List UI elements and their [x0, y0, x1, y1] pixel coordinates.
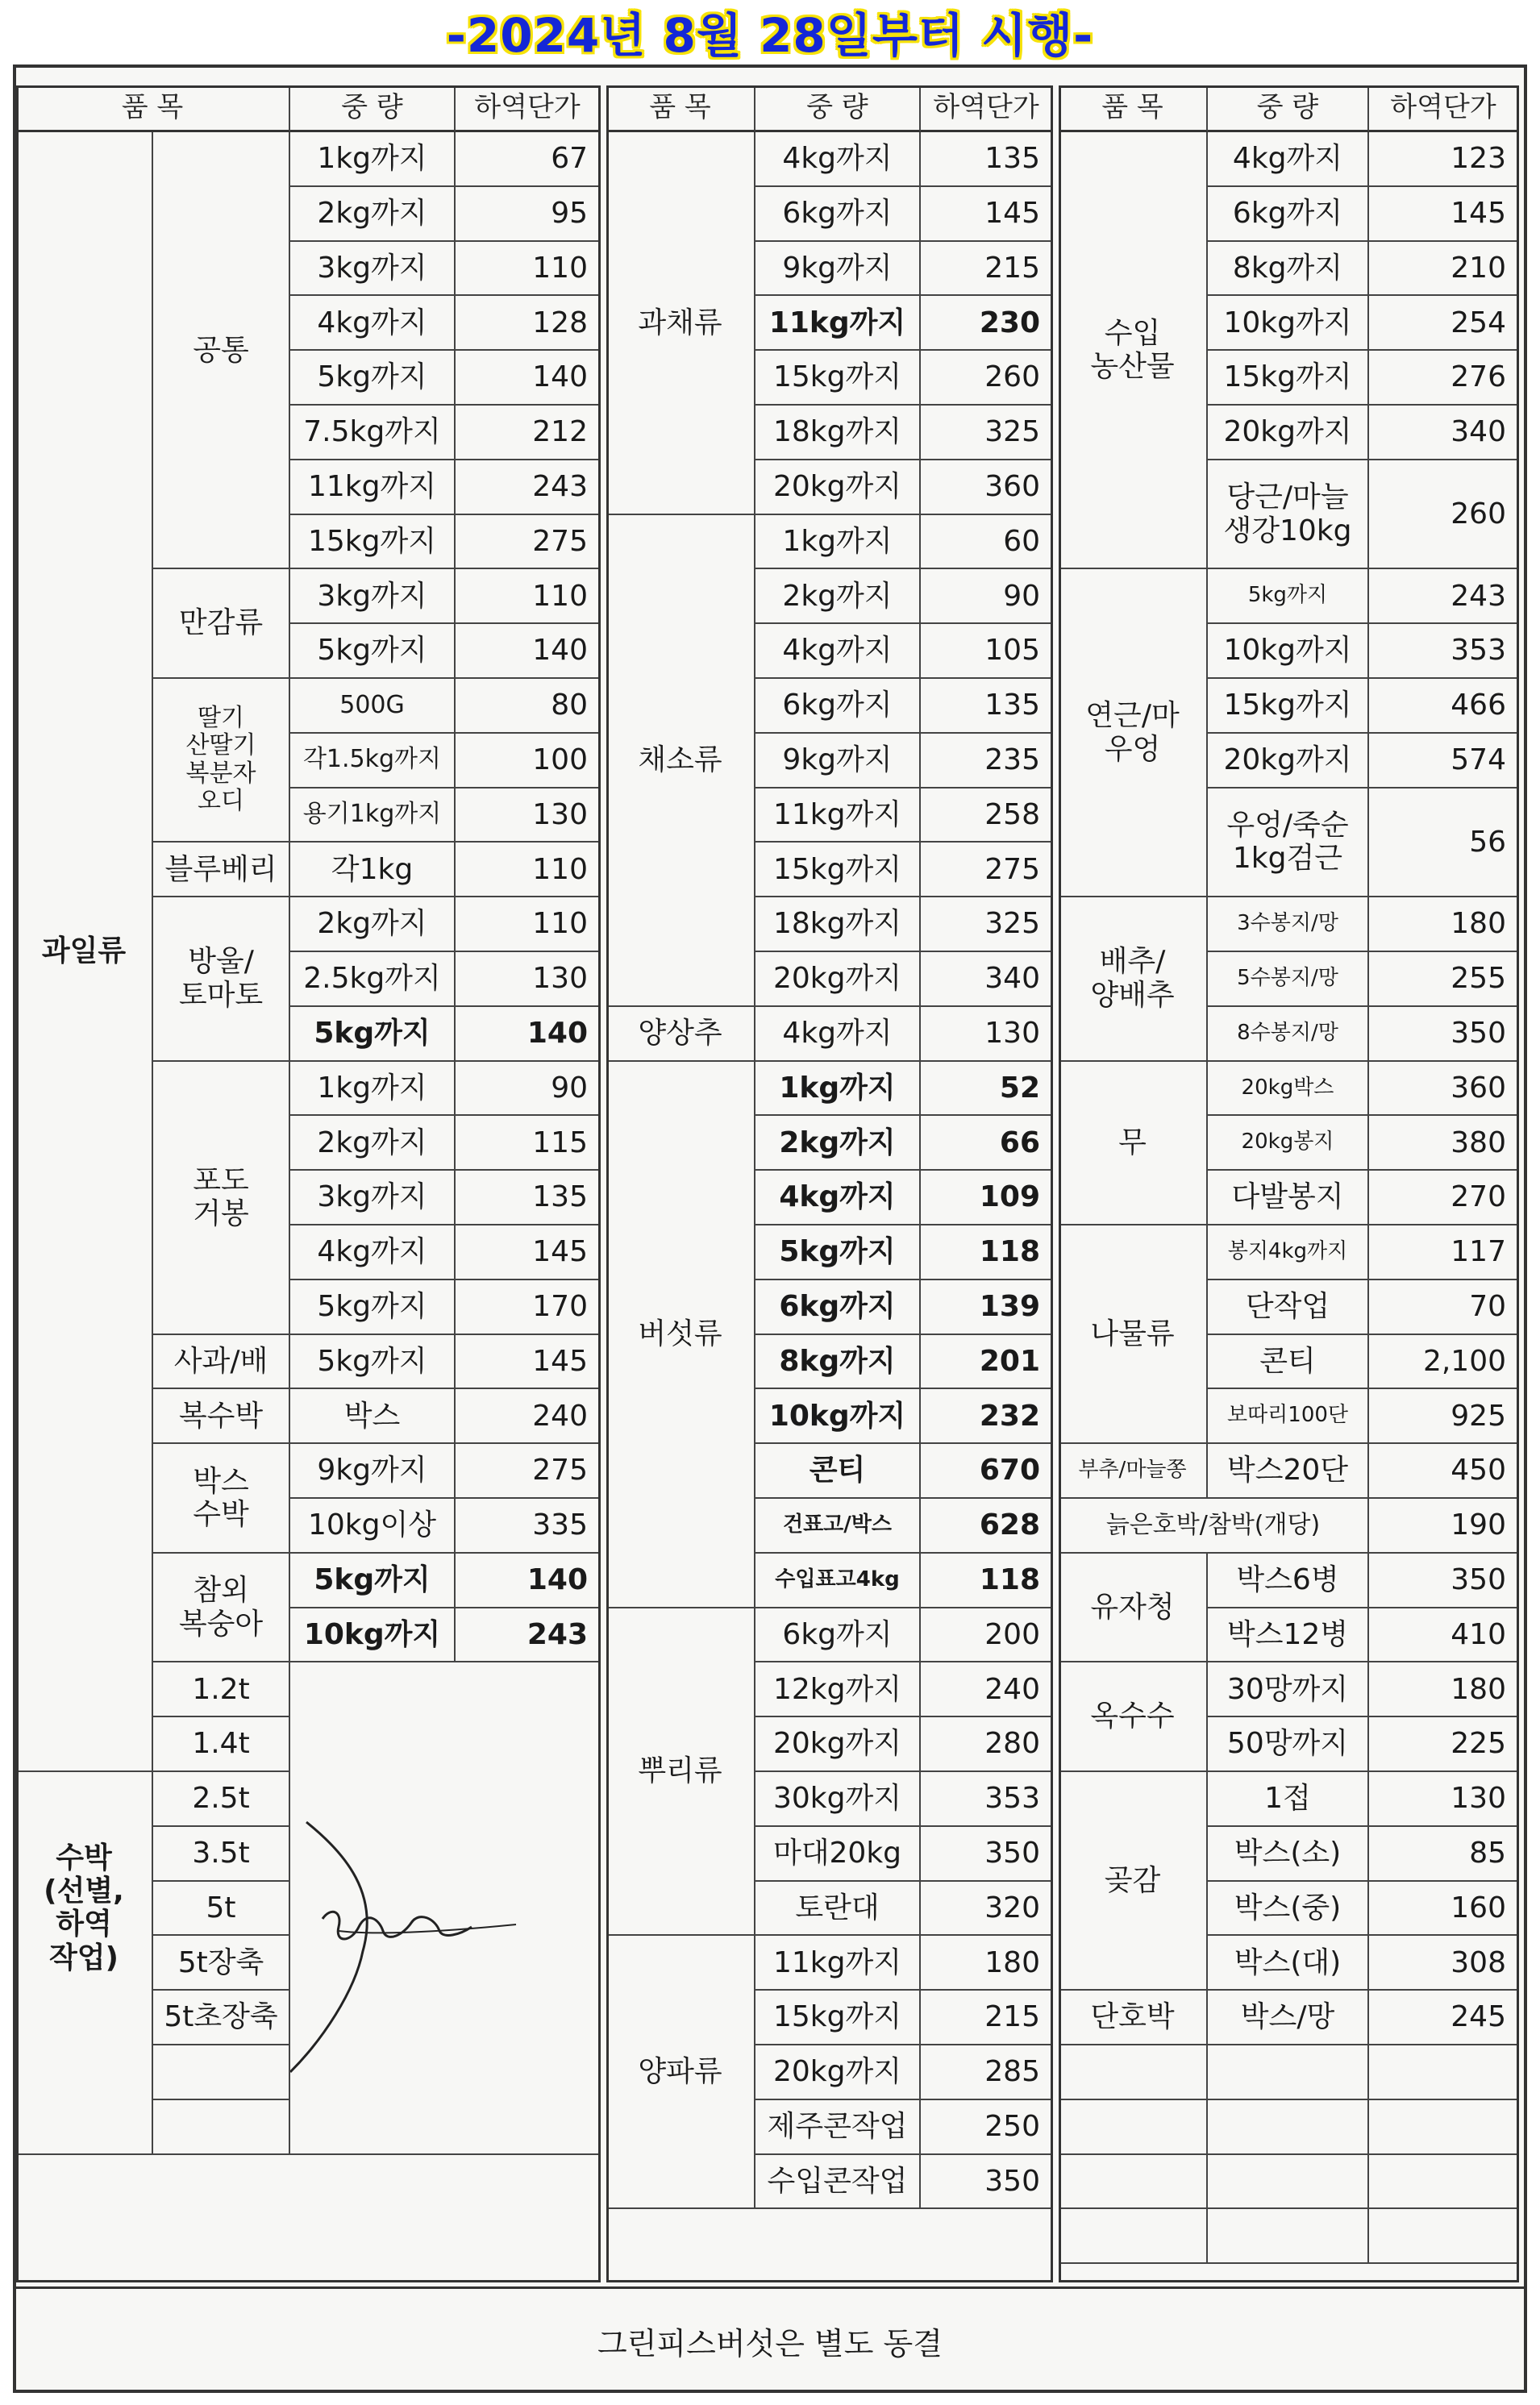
- header-price-2: 하역단가: [921, 85, 1053, 132]
- weight-cell: 3kg까지: [290, 1171, 456, 1225]
- item-blueberry: 블루베리: [153, 843, 290, 897]
- tonnage-cell: 5t: [153, 1882, 290, 1937]
- price-cell: 56: [1369, 788, 1519, 898]
- weight-cell: 6kg까지: [755, 187, 921, 242]
- weight-cell: 2kg까지: [290, 187, 456, 242]
- price-cell: 2,100: [1369, 1335, 1519, 1390]
- weight-cell: 20kg까지: [755, 2045, 921, 2100]
- weight-cell: 5kg까지: [1208, 569, 1369, 624]
- price-cell: 350: [921, 2155, 1053, 2210]
- weight-cell: 4kg까지: [755, 132, 921, 187]
- item-gongtong: 공통: [153, 132, 290, 569]
- item-mangam: 만감류: [153, 569, 290, 679]
- header-item-1: 품 목: [16, 85, 290, 132]
- weight-cell: 12kg까지: [755, 1662, 921, 1717]
- price-cell: 240: [921, 1662, 1053, 1717]
- price-cell: 85: [1369, 1827, 1519, 1882]
- item-chaeso: 채소류: [606, 515, 755, 1007]
- price-cell: 67: [456, 132, 601, 187]
- price-cell: 280: [921, 1717, 1053, 1772]
- weight-cell: 2kg까지: [755, 569, 921, 624]
- price-cell: 105: [921, 624, 1053, 679]
- price-cell: 574: [1369, 734, 1519, 788]
- weight-cell: 콘티: [1208, 1335, 1369, 1390]
- category-fruit: 과일류: [16, 132, 153, 1772]
- price-cell: 118: [921, 1554, 1053, 1608]
- weight-cell: 박스6병: [1208, 1554, 1369, 1608]
- weight-cell: 수입표고4kg: [755, 1554, 921, 1608]
- weight-cell: 18kg까지: [755, 897, 921, 952]
- item-boxsubak: 박스 수박: [153, 1444, 290, 1554]
- price-cell: 210: [1369, 242, 1519, 297]
- item-gotgam: 곶감: [1059, 1772, 1208, 1991]
- weight-cell: 보따리100단: [1208, 1389, 1369, 1444]
- price-cell: 350: [921, 1827, 1053, 1882]
- weight-cell: 6kg까지: [755, 679, 921, 734]
- price-cell: 340: [921, 952, 1053, 1007]
- price-cell: 135: [921, 679, 1053, 734]
- weight-cell: 각1.5kg까지: [290, 734, 456, 788]
- weight-cell: 15kg까지: [1208, 679, 1369, 734]
- weight-cell: 박스(대): [1208, 1936, 1369, 1991]
- weight-cell: 15kg까지: [290, 515, 456, 570]
- item-danhobak: 단호박: [1059, 1991, 1208, 2045]
- weight-cell: 10kg까지: [1208, 624, 1369, 679]
- weight-cell: 1kg까지: [290, 1062, 456, 1117]
- price-cell: 350: [1369, 1554, 1519, 1608]
- weight-cell: 5kg까지: [290, 1335, 456, 1390]
- price-cell: 628: [921, 1499, 1053, 1554]
- price-cell: 353: [921, 1772, 1053, 1827]
- weight-cell: 8수봉지/망: [1208, 1007, 1369, 1062]
- price-cell: 258: [921, 788, 1053, 843]
- price-cell: 275: [456, 515, 601, 570]
- price-cell: 240: [456, 1389, 601, 1444]
- item-buchu: 부추/마늘쫑: [1059, 1444, 1208, 1499]
- price-cell: 90: [921, 569, 1053, 624]
- price-cell: 130: [456, 952, 601, 1007]
- weight-cell: 7.5kg까지: [290, 406, 456, 460]
- item-cabbage: 배추/ 양배추: [1059, 897, 1208, 1061]
- price-cell: 275: [921, 843, 1053, 897]
- price-cell: 232: [921, 1389, 1053, 1444]
- item-chamoe: 참외 복숭아: [153, 1554, 290, 1663]
- price-cell: 243: [1369, 569, 1519, 624]
- price-cell: 110: [456, 843, 601, 897]
- item-onion: 양파류: [606, 1936, 755, 2209]
- weight-cell: 박스20단: [1208, 1444, 1369, 1499]
- weight-cell: 20kg까지: [755, 1717, 921, 1772]
- price-cell: 110: [456, 569, 601, 624]
- weight-cell: 박스(소): [1208, 1827, 1369, 1882]
- item-mushroom: 버섯류: [606, 1062, 755, 1608]
- weight-cell: 15kg까지: [1208, 351, 1369, 406]
- weight-cell: 건표고/박스: [755, 1499, 921, 1554]
- weight-cell: 11kg까지: [755, 296, 921, 351]
- price-cell: 117: [1369, 1225, 1519, 1280]
- header-item-2: 품 목: [606, 85, 755, 132]
- weight-cell: 박스(중): [1208, 1882, 1369, 1937]
- price-cell: 235: [921, 734, 1053, 788]
- price-cell: 145: [456, 1335, 601, 1390]
- price-cell: 225: [1369, 1717, 1519, 1772]
- price-cell: 243: [456, 1608, 601, 1663]
- weight-cell: 500G: [290, 679, 456, 734]
- weight-cell: 10kg이상: [290, 1499, 456, 1554]
- weight-cell: 20kg봉지: [1208, 1116, 1369, 1171]
- price-cell: 340: [1369, 406, 1519, 460]
- weight-cell: 18kg까지: [755, 406, 921, 460]
- category-watermelon: 수박 (선별, 하역 작업): [16, 1662, 153, 2154]
- weight-cell: 각1kg: [290, 843, 456, 897]
- table-section-3: [1059, 85, 1519, 2282]
- weight-cell: 30망까지: [1208, 1662, 1369, 1717]
- tonnage-cell: 1.4t: [153, 1717, 290, 1772]
- weight-cell: 15kg까지: [755, 351, 921, 406]
- weight-cell: 20kg까지: [1208, 406, 1369, 460]
- price-cell: 353: [1369, 624, 1519, 679]
- price-cell: 140: [456, 1554, 601, 1608]
- weight-cell: 8kg까지: [1208, 242, 1369, 297]
- tonnage-cell: 2.5t: [153, 1772, 290, 1827]
- weight-cell: 1접: [1208, 1772, 1369, 1827]
- weight-cell: 9kg까지: [755, 734, 921, 788]
- price-cell: 320: [921, 1882, 1053, 1937]
- price-cell: 670: [921, 1444, 1053, 1499]
- price-cell: 250: [921, 2100, 1053, 2155]
- price-cell: 201: [921, 1335, 1053, 1390]
- tonnage-cell: 3.5t: [153, 1827, 290, 1882]
- weight-cell: 3kg까지: [290, 242, 456, 297]
- price-cell: 130: [1369, 1772, 1519, 1827]
- price-cell: 260: [921, 351, 1053, 406]
- weight-cell: 6kg까지: [1208, 187, 1369, 242]
- price-cell: 140: [456, 1007, 601, 1062]
- price-cell: 925: [1369, 1389, 1519, 1444]
- weight-cell: 10kg까지: [1208, 296, 1369, 351]
- table-section-1: [16, 85, 601, 2282]
- weight-cell: 20kg까지: [755, 460, 921, 515]
- weight-cell: 5kg까지: [290, 351, 456, 406]
- header-price-1: 하역단가: [456, 85, 601, 132]
- price-cell: 360: [921, 460, 1053, 515]
- weight-cell: 11kg까지: [290, 460, 456, 515]
- price-cell: 139: [921, 1280, 1053, 1335]
- table-section-2: [606, 85, 1053, 2282]
- item-lotus: 연근/마 우엉: [1059, 569, 1208, 897]
- price-cell: 200: [921, 1608, 1053, 1663]
- weight-cell: 토란대: [755, 1882, 921, 1937]
- price-cell: 118: [921, 1225, 1053, 1280]
- item-apple: 사과/배: [153, 1335, 290, 1390]
- weight-cell: 1kg까지: [290, 132, 456, 187]
- tonnage-cell: 1.2t: [153, 1662, 290, 1717]
- weight-cell: 4kg까지: [290, 296, 456, 351]
- weight-cell: 3수봉지/망: [1208, 897, 1369, 952]
- weight-cell: 수입콘작업: [755, 2155, 921, 2210]
- weight-cell: 5kg까지: [290, 624, 456, 679]
- item-gwachae: 과채류: [606, 132, 755, 515]
- price-cell: 145: [1369, 187, 1519, 242]
- header-item-3: 품 목: [1059, 85, 1208, 132]
- price-cell: 130: [921, 1007, 1053, 1062]
- weight-cell: 6kg까지: [755, 1608, 921, 1663]
- price-cell: 145: [921, 187, 1053, 242]
- price-cell: 270: [1369, 1171, 1519, 1225]
- price-cell: 410: [1369, 1608, 1519, 1663]
- item-radish: 무: [1059, 1062, 1208, 1225]
- price-cell: 135: [456, 1171, 601, 1225]
- weight-cell: 9kg까지: [290, 1444, 456, 1499]
- price-cell: 254: [1369, 296, 1519, 351]
- weight-cell: 10kg까지: [755, 1389, 921, 1444]
- tonnage-cell: 5t장축: [153, 1936, 290, 1991]
- weight-cell: 10kg까지: [290, 1608, 456, 1663]
- weight-cell: 4kg까지: [290, 1225, 456, 1280]
- weight-cell: 20kg박스: [1208, 1062, 1369, 1117]
- item-tomato: 방울/ 토마토: [153, 897, 290, 1061]
- price-cell: 450: [1369, 1444, 1519, 1499]
- price-cell: 70: [1369, 1280, 1519, 1335]
- price-cell: 135: [921, 132, 1053, 187]
- price-cell: 128: [456, 296, 601, 351]
- weight-cell: 다발봉지: [1208, 1171, 1369, 1225]
- weight-cell: 마대20kg: [755, 1827, 921, 1882]
- weight-cell: 4kg까지: [1208, 132, 1369, 187]
- price-cell: 215: [921, 1991, 1053, 2045]
- item-yuja: 유자청: [1059, 1554, 1208, 1663]
- price-cell: 466: [1369, 679, 1519, 734]
- weight-cell: 15kg까지: [755, 1991, 921, 2045]
- weight-cell: 2kg까지: [290, 1116, 456, 1171]
- weight-cell: 우엉/죽순 1kg검근: [1208, 788, 1369, 898]
- price-cell: 140: [456, 624, 601, 679]
- price-cell: 180: [1369, 1662, 1519, 1717]
- weight-cell: 50망까지: [1208, 1717, 1369, 1772]
- price-cell: 190: [1369, 1499, 1519, 1554]
- price-cell: 276: [1369, 351, 1519, 406]
- price-cell: 145: [456, 1225, 601, 1280]
- header-weight-3: 중 량: [1208, 85, 1369, 132]
- price-cell: 140: [456, 351, 601, 406]
- price-cell: 335: [456, 1499, 601, 1554]
- weight-cell: 4kg까지: [755, 1171, 921, 1225]
- weight-cell: 20kg까지: [755, 952, 921, 1007]
- price-cell: 285: [921, 2045, 1053, 2100]
- price-cell: 212: [456, 406, 601, 460]
- price-cell: 255: [1369, 952, 1519, 1007]
- weight-cell: 1kg까지: [755, 1062, 921, 1117]
- weight-cell: 5kg까지: [290, 1280, 456, 1335]
- tonnage-cell: 5t초장축: [153, 1991, 290, 2045]
- header-weight-2: 중 량: [755, 85, 921, 132]
- weight-cell: 콘티: [755, 1444, 921, 1499]
- price-cell: 90: [456, 1062, 601, 1117]
- price-cell: 52: [921, 1062, 1053, 1117]
- price-cell: 115: [456, 1116, 601, 1171]
- weight-cell: 2kg까지: [755, 1116, 921, 1171]
- price-cell: 350: [1369, 1007, 1519, 1062]
- weight-cell: 3kg까지: [290, 569, 456, 624]
- price-cell: 325: [921, 406, 1053, 460]
- price-cell: 110: [456, 897, 601, 952]
- price-cell: 230: [921, 296, 1053, 351]
- item-imported: 수입 농산물: [1059, 132, 1208, 569]
- weight-cell: 5수봉지/망: [1208, 952, 1369, 1007]
- item-yangsangchu: 양상추: [606, 1007, 755, 1062]
- item-grape: 포도 거봉: [153, 1062, 290, 1335]
- price-cell: 275: [456, 1444, 601, 1499]
- price-cell: 60: [921, 515, 1053, 570]
- weight-cell: 단작업: [1208, 1280, 1369, 1335]
- item-ttalgi: 딸기 산딸기 복분자 오디: [153, 679, 290, 843]
- price-cell: 180: [1369, 897, 1519, 952]
- weight-cell: 9kg까지: [755, 242, 921, 297]
- weight-cell: 11kg까지: [755, 788, 921, 843]
- price-cell: 245: [1369, 1991, 1519, 2045]
- price-cell: 325: [921, 897, 1053, 952]
- weight-cell: 봉지4kg까지: [1208, 1225, 1369, 1280]
- weight-cell: 4kg까지: [755, 1007, 921, 1062]
- price-cell: 180: [921, 1936, 1053, 1991]
- weight-cell: 11kg까지: [755, 1936, 921, 1991]
- price-cell: 308: [1369, 1936, 1519, 1991]
- footer-note: 그린피스버섯은 별도 동결: [13, 2286, 1527, 2393]
- weight-cell: 5kg까지: [290, 1007, 456, 1062]
- price-cell: 110: [456, 242, 601, 297]
- weight-cell: 2kg까지: [290, 897, 456, 952]
- weight-cell: 30kg까지: [755, 1772, 921, 1827]
- item-pumpkin: 늙은호박/참박(개당): [1059, 1499, 1369, 1554]
- item-corn: 옥수수: [1059, 1662, 1208, 1772]
- item-namul: 나물류: [1059, 1225, 1208, 1444]
- weight-cell: 5kg까지: [755, 1225, 921, 1280]
- weight-cell: 8kg까지: [755, 1335, 921, 1390]
- price-cell: 80: [456, 679, 601, 734]
- weight-cell: 용기1kg까지: [290, 788, 456, 843]
- weight-cell: 6kg까지: [755, 1280, 921, 1335]
- weight-cell: 제주콘작업: [755, 2100, 921, 2155]
- item-root: 뿌리류: [606, 1608, 755, 1937]
- weight-cell: 박스/망: [1208, 1991, 1369, 2045]
- price-cell: 380: [1369, 1116, 1519, 1171]
- weight-cell: 15kg까지: [755, 843, 921, 897]
- price-cell: 160: [1369, 1882, 1519, 1937]
- weight-cell: 박스12병: [1208, 1608, 1369, 1663]
- weight-cell: 당근/마늘 생강10kg: [1208, 460, 1369, 570]
- weight-cell: 박스: [290, 1389, 456, 1444]
- weight-cell: 4kg까지: [755, 624, 921, 679]
- price-cell: 243: [456, 460, 601, 515]
- price-cell: 123: [1369, 132, 1519, 187]
- price-cell: 109: [921, 1171, 1053, 1225]
- price-cell: 360: [1369, 1062, 1519, 1117]
- price-cell: 130: [456, 788, 601, 843]
- price-cell: 170: [456, 1280, 601, 1335]
- weight-cell: 5kg까지: [290, 1554, 456, 1608]
- price-cell: 215: [921, 242, 1053, 297]
- document-title: -2024년 8월 28일부터 시행-: [446, 8, 1094, 63]
- price-cell: 95: [456, 187, 601, 242]
- weight-cell: 2.5kg까지: [290, 952, 456, 1007]
- header-weight-1: 중 량: [290, 85, 456, 132]
- price-cell: 100: [456, 734, 601, 788]
- weight-cell: 1kg까지: [755, 515, 921, 570]
- header-price-3: 하역단가: [1369, 85, 1519, 132]
- price-cell: 66: [921, 1116, 1053, 1171]
- weight-cell: 20kg까지: [1208, 734, 1369, 788]
- item-boksu: 복수박: [153, 1389, 290, 1444]
- price-cell: 260: [1369, 460, 1519, 570]
